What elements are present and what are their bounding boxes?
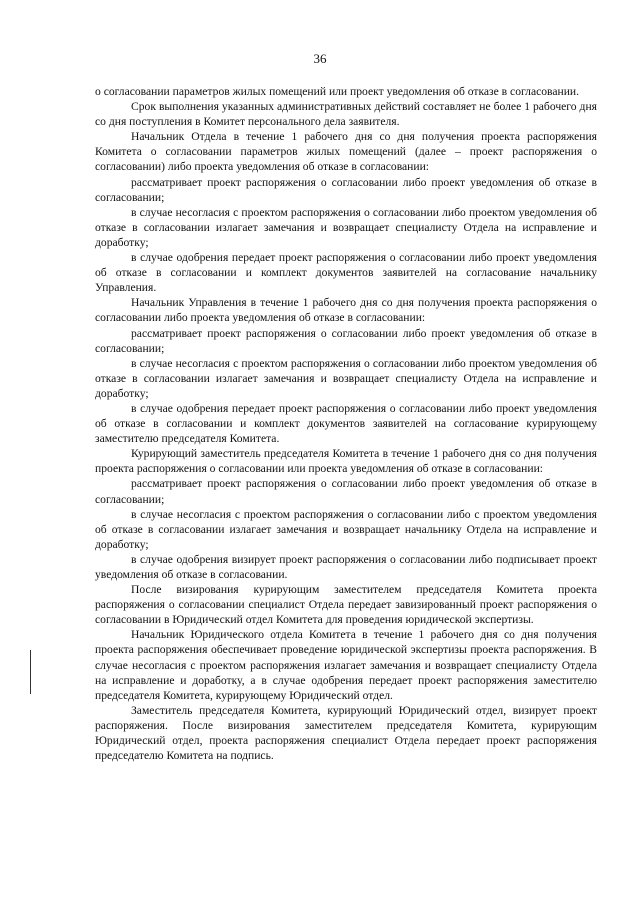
paragraph-16: Начальник Юридического отдела Комитета в течение 1 рабочего дня со дня получения проекта распоряжения обеспечивает проведение юридической экспертизы проекта распоряжения. В случае несогласия с проектом распоряжения излагает замечания и возвращает специалисту Отдела на исправление и доработку, а в случае одобрения передает проект распоряжения заместителю председателя Комитета, курирующему Юридический отдел.: [95, 628, 597, 702]
paragraph-6: в случае одобрения передает проект распоряжения о согласовании либо проект уведомления об отказе в согласовании и комплект документов заявителей на согласование начальнику Управления.: [95, 251, 597, 295]
paragraph-4: рассматривает проект распоряжения о согласовании либо проект уведомления об отказе в согласовании;: [95, 175, 597, 204]
paragraph-11: Курирующий заместитель председателя Комитета в течение 1 рабочего дня со дня получения проекта распоряжения о согласовании или проекта уведомления об отказе в согласовании:: [95, 447, 597, 476]
paragraph-7: Начальник Управления в течение 1 рабочего дня со дня получения проекта распоряжения о согласовании либо проекта уведомления об отказе в согласовании:: [95, 296, 597, 325]
paragraph-1: о согласовании параметров жилых помещений или проект уведомления об отказе в согласовании.: [95, 85, 580, 98]
paragraph-10: в случае одобрения передает проект распоряжения о согласовании либо проект уведомления об отказе в согласовании и комплект документов заявителей на согласование курирующему заместителю председателя Комитета.: [95, 401, 597, 446]
document-body: [95, 84, 597, 763]
paragraph-17: Заместитель председателя Комитета, курирующий Юридический отдел, визирует проект распоряжения. После визирования заместителем председателя Комитета, курирующим Юридический отдел, проекта распоряжения специалист Отдела передает проект распоряжения председателю Комитета на подпись.: [95, 703, 597, 763]
page-number: 36: [313, 51, 327, 66]
paragraph-13: в случае несогласия с проектом распоряжения о согласовании либо с проектом уведомления об отказе в согласовании излагает замечания и возвращает начальнику Отдела на исправление и доработку;: [95, 507, 597, 551]
paragraph-3: Начальник Отдела в течение 1 рабочего дня со дня получения проекта распоряжения Комитета о согласовании параметров жилых помещений (далее – проект распоряжения о согласовании) либо проекта уведомления об отказе в согласовании:: [95, 130, 597, 174]
paragraph-5: в случае несогласия с проектом распоряжения о согласовании либо проектом уведомления об отказе в согласовании излагает замечания и возвращает специалисту Отдела на исправление и доработку;: [95, 205, 597, 249]
paragraph-14: в случае одобрения визирует проект распоряжения о согласовании либо подписывает проект уведомления об отказе в согласовании.: [95, 552, 597, 581]
paragraph-2: Срок выполнения указанных административных действий составляет не более 1 рабочего дня со дня поступления в Комитет персонального дела заявителя.: [95, 100, 597, 129]
margin-mark: [30, 650, 31, 694]
paragraph-8: рассматривает проект распоряжения о согласовании либо проект уведомления об отказе в согласовании;: [95, 326, 597, 355]
paragraph-12: рассматривает проект распоряжения о согласовании либо проект уведомления об отказе в согласовании;: [95, 477, 597, 506]
paragraph-9: в случае несогласия с проектом распоряжения о согласовании либо проектом уведомления об отказе в согласовании излагает замечания и возвращает специалисту Отдела на исправление и доработку;: [95, 356, 597, 400]
paragraph-15: После визирования курирующим заместителем председателя Комитета проекта распоряжения о согласовании специалист Отдела передает завизированный проект распоряжения о согласовании в Юридический отдел Комитета для проведения юридической экспертизы.: [95, 583, 597, 627]
